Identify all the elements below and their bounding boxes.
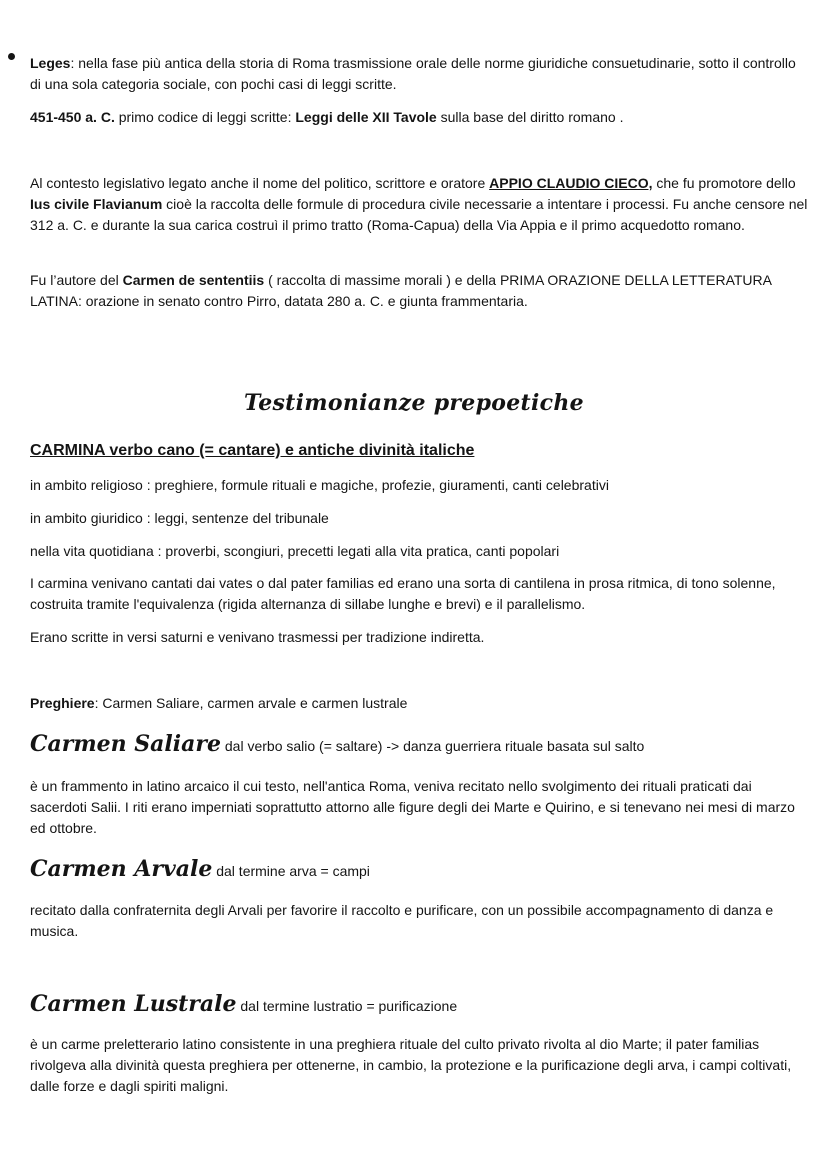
leges-term: Leges	[30, 55, 71, 71]
autore-pre: Fu l’autore del	[30, 272, 123, 288]
appio-pre: Al contesto legislativo legato anche il nome del politico, scrittore e oratore	[30, 175, 490, 191]
carmina-heading: CARMINA verbo cano (= cantare) e antiche divinità italiche	[30, 442, 475, 459]
section-title: Testimonianze prepoetiche	[244, 390, 584, 416]
appio-mid: che fu promotore dello	[652, 175, 796, 191]
appio-paragraph	[30, 173, 810, 236]
tavole-name: Leggi delle XII Tavole	[295, 109, 437, 125]
autore-post: ( raccolta di massime morali ) e della PRIMA ORAZIONE DELLA LETTERATURA LATINA: orazione in senato contro Pirro, datata 280 a. C. e giunta frammentaria.	[30, 272, 772, 309]
ambito-giuridico: in ambito giuridico : leggi, sentenze del tribunale	[30, 510, 329, 526]
appio-name: APPIO CLAUDIO CIECO,	[489, 175, 653, 191]
arvale-heading	[30, 855, 810, 885]
tavole-paragraph	[30, 107, 810, 128]
carmen-lustrale-subtitle: dal termine lustratio = purificazione	[236, 998, 458, 1014]
carmen-arvale-subtitle: dal termine arva = campi	[212, 863, 370, 879]
saliare-heading	[30, 730, 810, 760]
autore-paragraph	[30, 270, 810, 312]
tavole-mid: primo codice di leggi scritte:	[114, 109, 296, 125]
leges-text: : nella fase più antica della storia di Roma trasmissione orale delle norme giuridiche consuetudinarie, sotto il controllo di una sola categoria sociale, con pochi casi di leggi scritte.	[30, 55, 796, 92]
carmen-lustrale-title: Carmen Lustrale	[30, 991, 237, 1017]
carmina-description: I carmina venivano cantati dai vates o dal pater familias ed erano una sorta di cantilena in prosa ritmica, di tono solenne, costruita tramite l'equivalenza (rigida alternanza di sillabe lunghe e brevi) e il parallelismo.	[30, 575, 776, 612]
saliare-text: è un frammento in latino arcaico il cui testo, nell'antica Roma, veniva recitato nello svolgimento dei rituali praticati dai sacerdoti Salii. I riti erano imperniati soprattutto attorno alle figure degli dei Marte e Quirino, e si tenevano nei mesi di marzo ed ottobre.	[30, 778, 795, 836]
bullet-icon	[8, 53, 15, 60]
appio-post: cioè la raccolta delle formule di procedura civile necessarie a intentare i processi. Fu anche censore nel 312 a. C. e durante la sua carica costruì il primo tratto (Roma-Capua) della Via Appia e il primo acquedotto romano.	[30, 196, 808, 233]
preghiere-paragraph	[30, 693, 810, 714]
ambito-religioso: in ambito religioso : preghiere, formule rituali e magiche, profezie, giuramenti, canti celebrativi	[30, 477, 609, 493]
vita-quotidiana: nella vita quotidiana : proverbi, scongiuri, precetti legati alla vita pratica, canti popolari	[30, 543, 560, 559]
carmen-saliare-subtitle: dal verbo salio (= saltare) -> danza guerriera rituale basata sul salto	[221, 738, 645, 754]
preghiere-text: : Carmen Saliare, carmen arvale e carmen lustrale	[94, 695, 408, 711]
carmen-saliare-title: Carmen Saliare	[30, 731, 221, 757]
lustrale-text: è un carme preletterario latino consistente in una preghiera rituale del culto privato rivolta al dio Marte; il pater familias rivolgeva alla divinità questa preghiera per ottenerne, in cambio, la protezione e la purificazione degli arva, i campi coltivati, dalle forze e dagli spiriti maligni.	[30, 1036, 792, 1094]
carmen-de-sententiis: Carmen de sententiis	[122, 272, 265, 288]
ius-civile: Ius civile Flavianum	[30, 196, 163, 212]
versi-saturni: Erano scritte in versi saturni e venivano trasmessi per tradizione indiretta.	[30, 629, 485, 645]
arvale-text: recitato dalla confraternita degli Arvali per favorire il raccolto e purificare, con un possibile accompagnamento di danza e musica.	[30, 902, 774, 939]
tavole-end: sulla base del diritto romano .	[436, 109, 624, 125]
carmen-arvale-title: Carmen Arvale	[30, 856, 213, 882]
tavole-date: 451-450 a. C.	[30, 109, 115, 125]
leges-paragraph	[30, 53, 810, 95]
lustrale-heading	[30, 990, 810, 1020]
preghiere-label: Preghiere	[30, 695, 95, 711]
